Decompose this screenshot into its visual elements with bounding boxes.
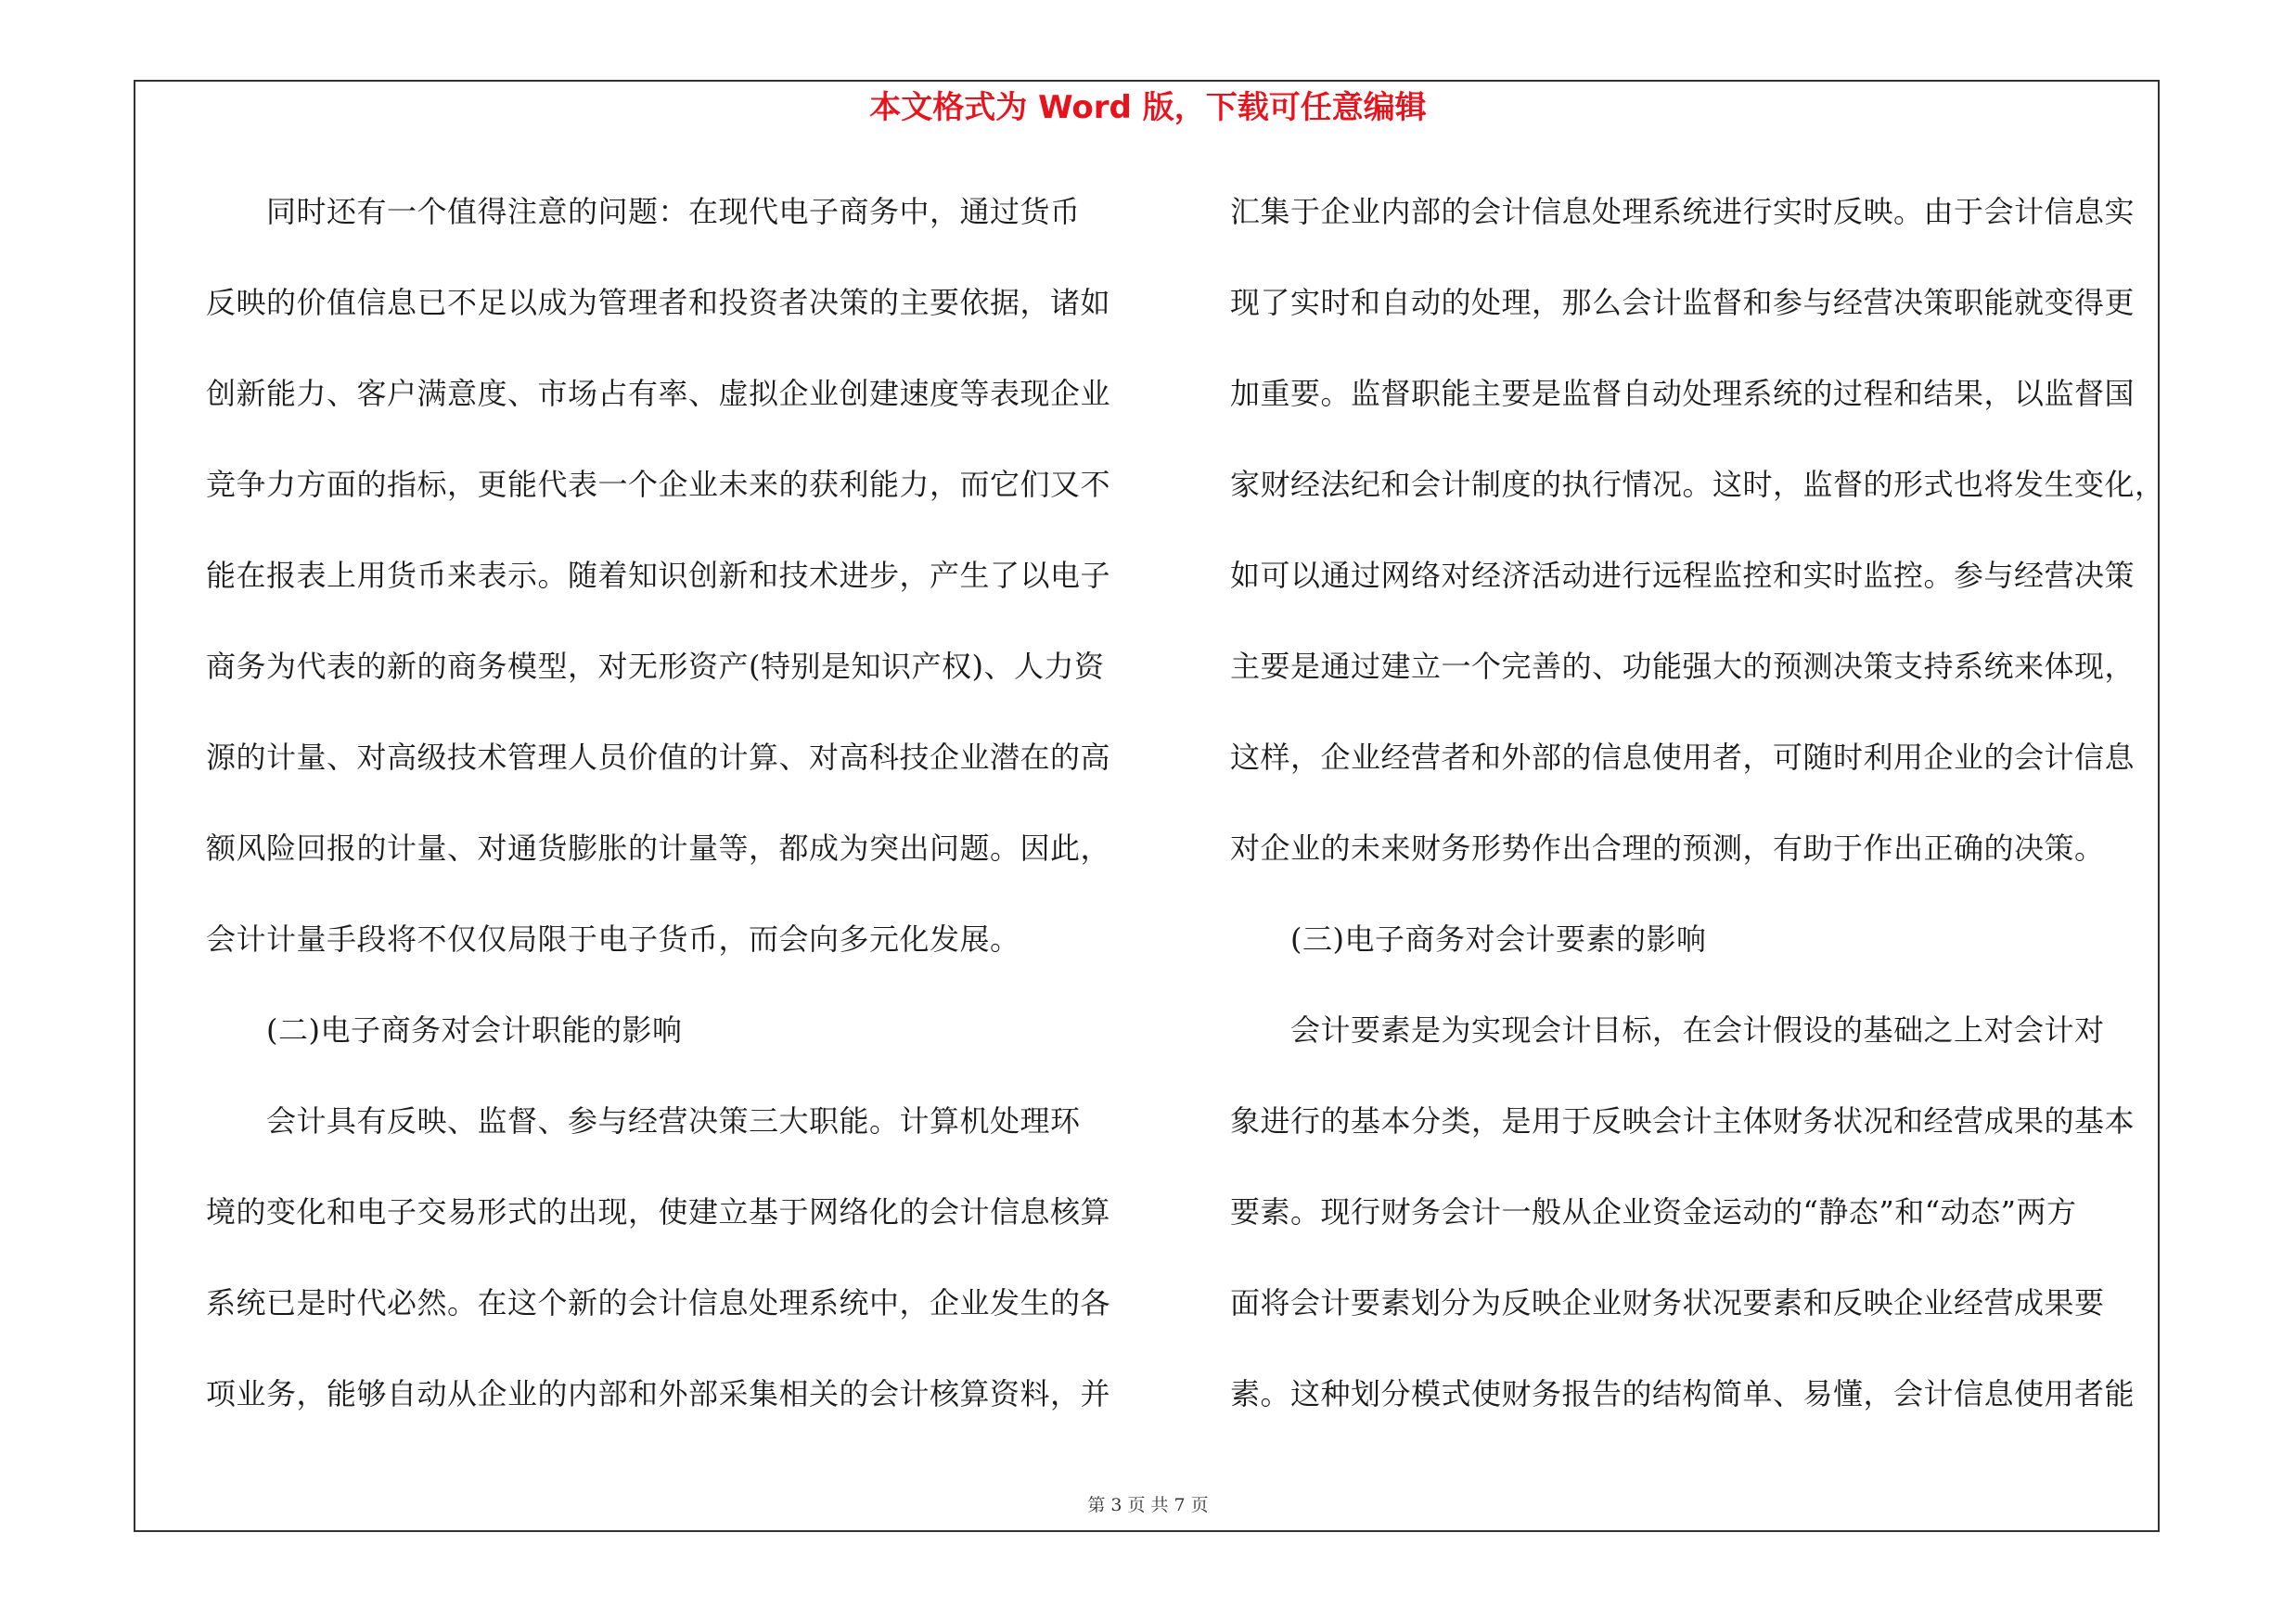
page-number-footer: 第 3 页 共 7 页 — [1087, 1495, 1209, 1515]
text-line: 创新能力、客户满意度、市场占有率、虚拟企业创建速度等表现企业 — [206, 376, 1111, 411]
text-line: (三)电子商务对会计要素的影响 — [1230, 921, 1707, 957]
text-line: 额风险回报的计量、对通货膨胀的计量等，都成为突出问题。因此， — [206, 831, 1111, 866]
text-line: (二)电子商务对会计职能的影响 — [206, 1012, 683, 1048]
text-line: 能在报表上用货币来表示。随着知识创新和技术进步，产生了以电子 — [206, 558, 1111, 593]
text-line: 汇集于企业内部的会计信息处理系统进行实时反映。由于会计信息实 — [1230, 194, 2136, 229]
text-line: 源的计量、对高级技术管理人员价值的计算、对高科技企业潜在的高 — [206, 740, 1111, 775]
text-line: 如可以通过网络对经济活动进行远程监控和实时监控。参与经营决策 — [1230, 558, 2136, 593]
text-line: 素。这种划分模式使财务报告的结构简单、易懂，会计信息使用者能 — [1230, 1376, 2136, 1411]
left-column — [206, 184, 1134, 1457]
text-line: 竞争力方面的指标，更能代表一个企业未来的获利能力，而它们又不 — [206, 467, 1111, 502]
text-line: 系统已是时代必然。在这个新的会计信息处理系统中，企业发生的各 — [206, 1285, 1111, 1320]
text-line: 家财经法纪和会计制度的执行情况。这时，监督的形式也将发生变化， — [1230, 467, 2165, 502]
text-line: 这样，企业经营者和外部的信息使用者，可随时利用企业的会计信息 — [1230, 740, 2136, 775]
text-line: 反映的价值信息已不足以成为管理者和投资者决策的主要依据，诸如 — [206, 285, 1111, 320]
text-line: 象进行的基本分类，是用于反映会计主体财务状况和经营成果的基本 — [1230, 1103, 2136, 1139]
text-line: 加重要。监督职能主要是监督自动处理系统的过程和结果，以监督国 — [1230, 376, 2136, 411]
right-column — [1230, 184, 2165, 1457]
text-line: 会计要素是为实现会计目标，在会计假设的基础之上对会计对 — [1230, 1012, 2105, 1048]
text-line: 会计计量手段将不仅仅局限于电子货币，而会向多元化发展。 — [206, 921, 1020, 957]
format-banner: 本文格式为 Word 版，下载可任意编辑 — [869, 89, 1427, 126]
text-line: 商务为代表的新的商务模型，对无形资产(特别是知识产权)、人力资 — [206, 649, 1105, 684]
text-line: 面将会计要素划分为反映企业财务状况要素和反映企业经营成果要 — [1230, 1285, 2105, 1320]
text-line: 会计具有反映、监督、参与经营决策三大职能。计算机处理环 — [206, 1103, 1081, 1139]
text-line: 对企业的未来财务形势作出合理的预测，有助于作出正确的决策。 — [1230, 831, 2105, 866]
text-line: 现了实时和自动的处理，那么会计监督和参与经营决策职能就变得更 — [1230, 285, 2136, 320]
text-line: 项业务，能够自动从企业的内部和外部采集相关的会计核算资料，并 — [206, 1376, 1111, 1411]
text-line: 主要是通过建立一个完善的、功能强大的预测决策支持系统来体现， — [1230, 649, 2136, 684]
text-line: 境的变化和电子交易形式的出现，使建立基于网络化的会计信息核算 — [206, 1194, 1111, 1230]
text-line: 同时还有一个值得注意的问题：在现代电子商务中，通过货币 — [206, 194, 1081, 229]
text-line: 要素。现行财务会计一般从企业资金运动的“静态”和“动态”两方 — [1230, 1194, 2077, 1230]
